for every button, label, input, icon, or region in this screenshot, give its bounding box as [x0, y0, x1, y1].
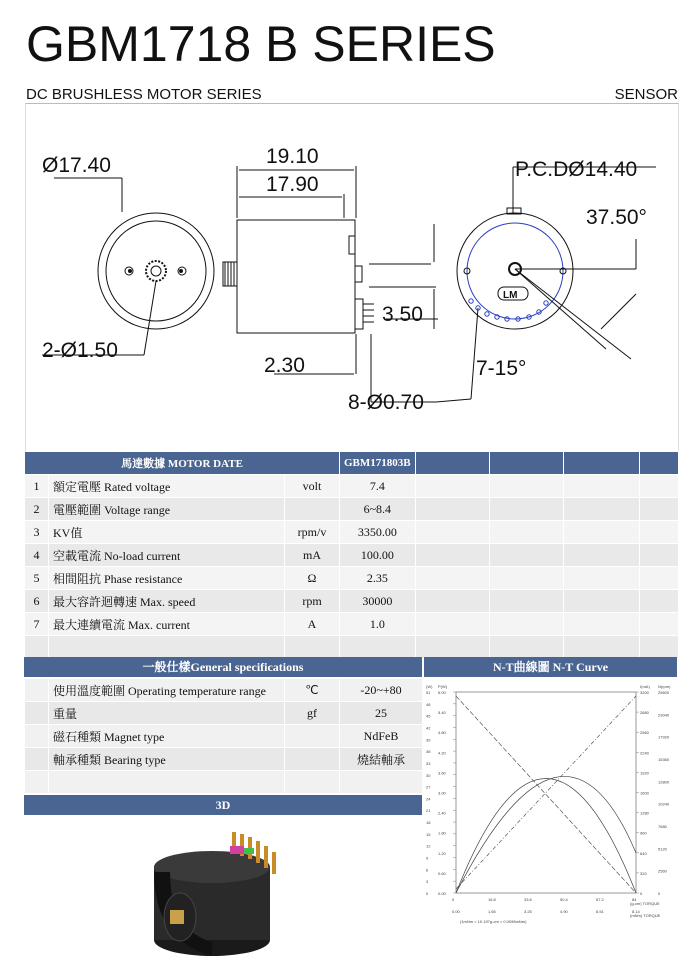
left-unit: (W) — [426, 684, 433, 689]
y-tick-label: 4.80 — [438, 730, 446, 736]
x-unit-label: (g-cm) TORQUE — [630, 901, 660, 906]
y2-tick-label: 2560 — [658, 868, 667, 874]
table-row — [25, 771, 423, 794]
y2-tick-label: 10240 — [658, 801, 670, 807]
current-line — [456, 696, 636, 889]
x-tick-label: 0.00 — [452, 909, 460, 914]
y-tick-label: 33 — [426, 760, 431, 766]
x-tick-label: 4.90 — [560, 909, 568, 914]
y2-tick-label: 640 — [640, 850, 647, 856]
nt-curve-chart — [424, 678, 677, 925]
y-tick-label: 0 — [426, 891, 429, 896]
y-tick-label: 18 — [426, 820, 431, 826]
y2-tick-label: 3200 — [640, 690, 649, 695]
chart-frame — [456, 692, 636, 893]
y2-tick-label: 17920 — [658, 734, 670, 740]
dim-pins: 8-Ø0.70 — [348, 391, 424, 414]
dim-total-length: 19.10 — [266, 145, 319, 168]
page-title: GBM1718 B SERIES — [26, 16, 496, 72]
y-tick-label: 1.80 — [438, 830, 446, 836]
table-row: 使用溫度範圍 Operating temperature range ℃ -20~+80 — [25, 679, 423, 702]
y2-tick-label: 5120 — [658, 846, 667, 852]
footnote: (1mNm = 10.197g-cm = 0.0098mNm) — [460, 919, 527, 924]
table-row: 磁石種類 Magnet type NdFeB — [25, 725, 423, 748]
y2-tick-label: 15360 — [658, 757, 670, 762]
model-header: GBM171803B — [340, 452, 416, 475]
y2-tick-label: 2240 — [640, 750, 649, 756]
y-tick-label: 0.60 — [438, 870, 446, 876]
power-curve — [456, 779, 636, 894]
dim-outer-diameter: Ø17.40 — [42, 154, 111, 177]
y-tick-label: 51 — [426, 690, 431, 695]
general-spec-table — [24, 678, 423, 794]
general-spec-header: 一般仕樣General specifications — [24, 657, 422, 677]
y2-tick-label: 12800 — [658, 779, 670, 785]
motor-data-header: 馬達數據 MOTOR DATE — [25, 452, 340, 475]
dim-offset: 2.30 — [264, 354, 305, 377]
table-row: 軸承種類 Bearing type 燒結軸承 — [25, 748, 423, 771]
motor-3d-render — [140, 822, 290, 967]
speed-line — [456, 696, 636, 893]
y2-tick-label: 2560 — [640, 730, 649, 736]
table-row: 2 電壓範圍 Voltage range 6~8.4 — [25, 498, 679, 521]
y2-tick-label: 320 — [640, 870, 647, 876]
x-tick-label: 67.2 — [596, 897, 604, 902]
table-row: 3 KV值 rpm/v 3350.00 — [25, 521, 679, 544]
sensor-tag: SENSOR — [614, 86, 678, 103]
table-row: 1 額定電壓 Rated voltage volt 7.4 — [25, 475, 679, 498]
lm-logo: LM — [503, 290, 518, 301]
x-tick-label: 0 — [452, 897, 455, 902]
y-tick-label: 42 — [426, 725, 431, 731]
dim-holes: 2-Ø1.50 — [42, 339, 118, 362]
x-tick-label: 16.8 — [488, 897, 496, 902]
x-tick-label: 33.6 — [524, 897, 532, 902]
x-tick-label: 1.65 — [488, 909, 496, 914]
dim-body-length: 17.90 — [266, 173, 319, 196]
y-tick-label: 39 — [426, 737, 431, 743]
table-row: 7 最大連續電流 Max. current A 1.0 — [25, 613, 679, 636]
dim-pin-pitch: 3.50 — [382, 303, 423, 326]
left-unit: P(W) — [438, 684, 448, 689]
y-tick-label: 12 — [426, 843, 431, 849]
table-row: 5 相間阻抗 Phase resistance Ω 2.35 — [25, 567, 679, 590]
y2-tick-label: 1600 — [640, 790, 649, 796]
y-tick-label: 9 — [426, 855, 429, 861]
y-tick-label: 21 — [426, 808, 431, 814]
right-unit: I(mA) — [640, 684, 650, 689]
table-row — [25, 636, 679, 659]
y-tick-label: 5.40 — [438, 710, 446, 716]
y-tick-label: 1.20 — [438, 850, 446, 856]
y2-tick-label: 23040 — [658, 712, 670, 718]
technical-drawing — [25, 103, 679, 452]
y2-tick-label: 7680 — [658, 824, 667, 829]
y-tick-label: 6 — [426, 867, 429, 873]
x-unit-label: (mNm) TORQUE — [630, 913, 661, 918]
y-tick-label: 2.40 — [438, 810, 446, 816]
dim-angle: 37.50° — [586, 206, 647, 229]
y2-tick-label: 1920 — [640, 770, 649, 776]
x-tick-label: 8.14 — [632, 909, 640, 914]
x-tick-label: 84 — [632, 897, 637, 902]
y-tick-label: 3.60 — [438, 770, 446, 776]
table-row: 重量 gf 25 — [25, 702, 423, 725]
y-tick-label: 36 — [426, 749, 431, 755]
table-row: 6 最大容許迴轉速 Max. speed rpm 30000 — [25, 590, 679, 613]
y-tick-label: 48 — [426, 701, 431, 707]
y2-tick-label: 1280 — [640, 810, 649, 816]
y-tick-label: 0.00 — [438, 891, 446, 896]
y2-tick-label: 2880 — [640, 710, 649, 716]
table-row: 4 空載電流 No-load current mA 100.00 — [25, 544, 679, 567]
dim-pcd: P.C.DØ14.40 — [515, 158, 638, 181]
y-tick-label: 15 — [426, 831, 431, 837]
motor-data-table — [24, 451, 679, 659]
x-tick-label: 3.25 — [524, 909, 532, 914]
x-tick-label: 50.4 — [560, 897, 568, 902]
y2-tick-label: 25600 — [658, 690, 670, 695]
y-tick-label: 6.00 — [438, 690, 446, 695]
y-tick-label: 45 — [426, 713, 431, 719]
series-subtitle: DC BRUSHLESS MOTOR SERIES — [26, 86, 262, 103]
right-unit: N(rpm) — [658, 684, 671, 689]
y2-tick-label: 960 — [640, 830, 647, 836]
y-tick-label: 4.20 — [438, 750, 446, 756]
y-tick-label: 24 — [426, 796, 431, 802]
y-tick-label: 30 — [426, 772, 431, 778]
dim-pin-angle: 7-15° — [476, 357, 527, 380]
nt-curve-header: N-T曲線圖 N-T Curve — [424, 657, 677, 677]
3d-header: 3D — [24, 795, 422, 815]
x-tick-label: 6.51 — [596, 909, 604, 914]
y2-tick-label: 0 — [640, 891, 643, 896]
y-tick-label: 27 — [426, 784, 431, 790]
y2-tick-label: 0 — [658, 891, 661, 896]
y-tick-label: 3 — [426, 879, 429, 885]
y-tick-label: 3.00 — [438, 790, 446, 796]
